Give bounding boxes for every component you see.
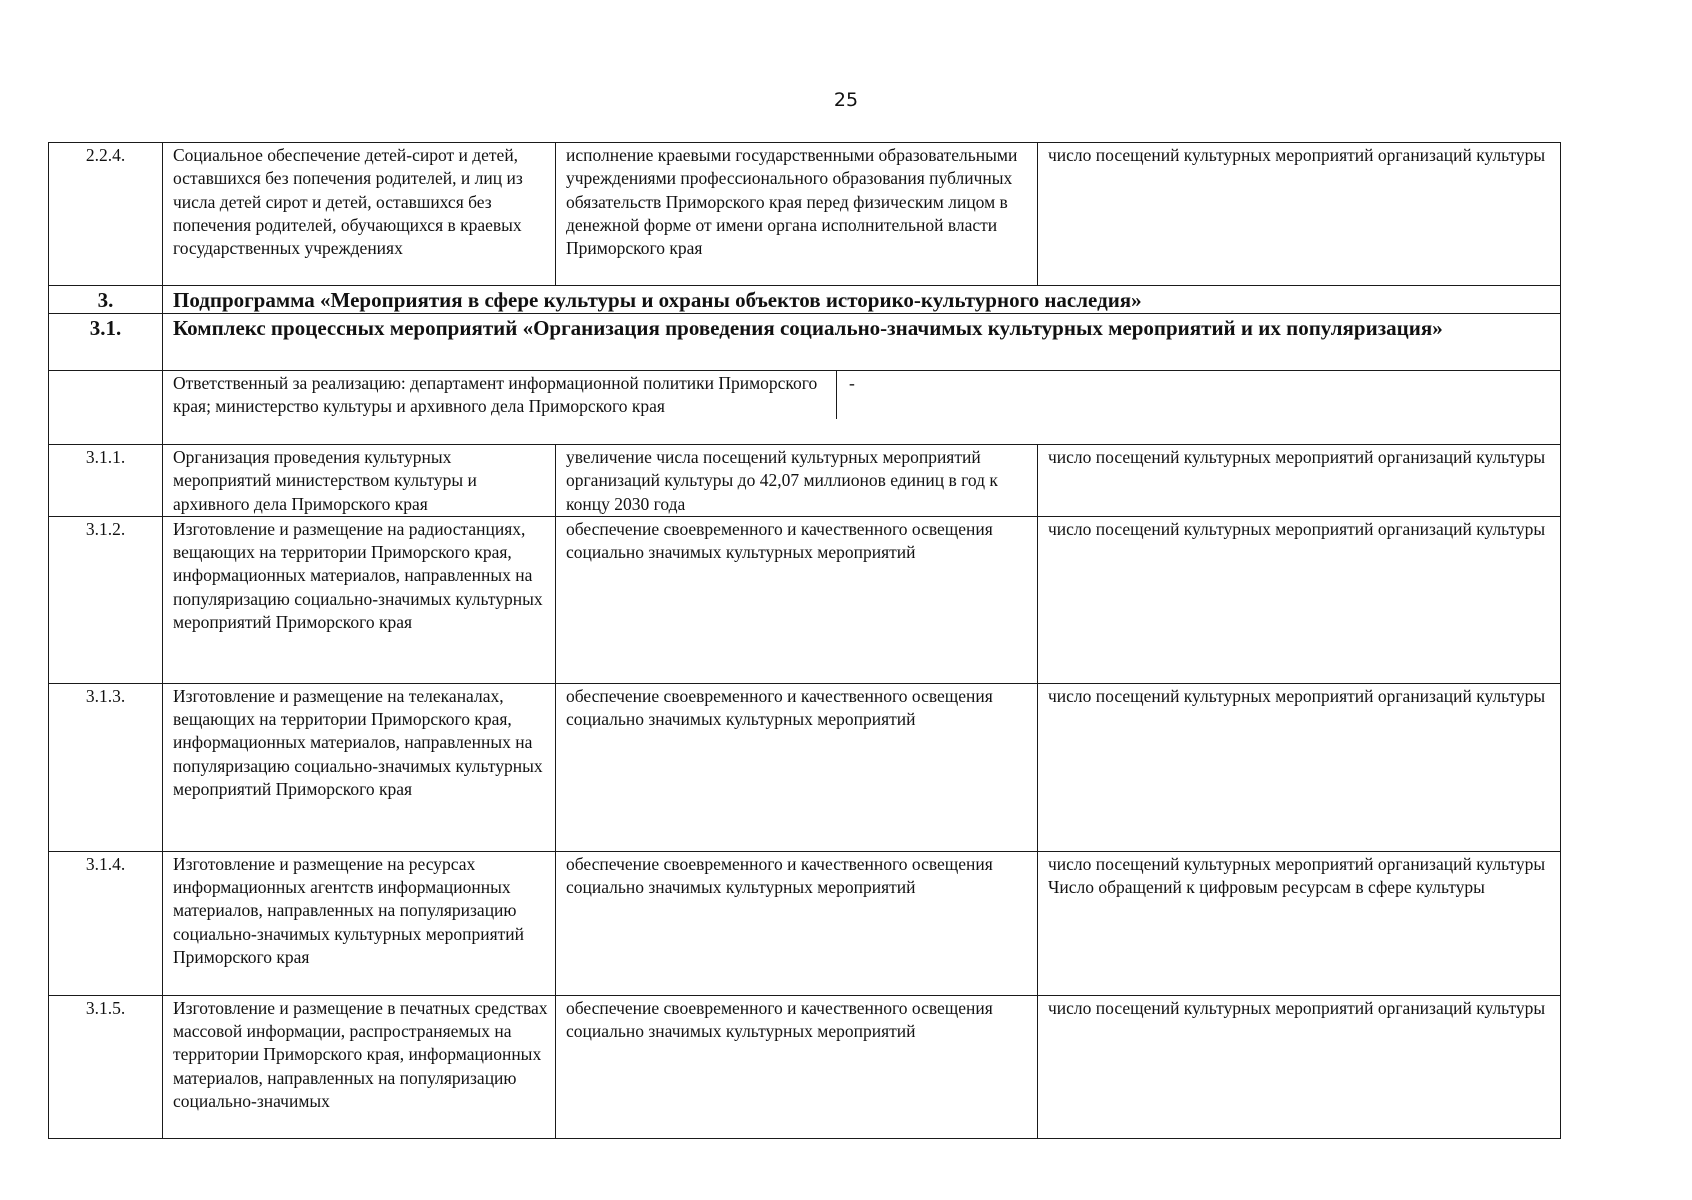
responsible-text: Ответственный за реализацию: департамент информационной политики Приморского края; министерство культуры и архивного дела Приморского края [163,371,837,419]
table-row [49,143,1561,286]
indicator: число посещений культурных мероприятий организаций культуры [1038,683,1561,851]
expected-result: обеспечение своевременного и качественного освещения социально значимых культурных мероприятий [556,851,1038,995]
indicator: число посещений культурных мероприятий организаций культуры [1038,143,1561,286]
activity-name: Организация проведения культурных мероприятий министерством культуры и архивного дела Приморского края [163,445,556,517]
row-number: 3.1.1. [49,445,163,517]
activity-name: Изготовление и размещение на радиостанциях, вещающих на территории Приморского края, информационных материалов, направленных на популяризацию социально-значимых культурных мероприятий Приморского края [163,516,556,683]
activity-name: Изготовление и размещение на ресурсах информационных агентств информационных материалов, направленных на популяризацию социально-значимых культурных мероприятий Приморского края [163,851,556,995]
complex-row [49,314,1561,371]
table-row [49,995,1561,1138]
row-number: 3.1.4. [49,851,163,995]
subprogram-title: Подпрограмма «Мероприятия в сфере культуры и охраны объектов историко-культурного наследия» [163,286,1561,314]
table-row [49,445,1561,517]
row-number: 3. [49,286,163,314]
table-row [49,516,1561,683]
subprogram-row [49,286,1561,314]
indicator: число посещений культурных мероприятий организаций культуры [1038,445,1561,517]
row-number: 3.1.3. [49,683,163,851]
indicator: число посещений культурных мероприятий организаций культуры [1048,853,1546,874]
row-number-empty [49,371,163,445]
activity-name: Изготовление и размещение в печатных средствах массовой информации, распространяемых на территории Приморского края, информационных материалов, направленных на популяризацию социально-значимых [163,995,556,1138]
row-number: 3.1. [49,314,163,371]
expected-result: исполнение краевыми государственными образовательными учреждениями профессионального образования публичных обязательств Приморского края перед физическим лицом в денежной форме от имени органа исполнительной власти Приморского края [556,143,1038,286]
indicator-cell [1038,851,1561,995]
indicator: число посещений культурных мероприятий организаций культуры [1038,995,1561,1138]
complex-title: Комплекс процессных мероприятий «Организация проведения социально-значимых культурных мероприятий и их популяризация» [163,314,1561,371]
page-number: 25 [833,89,859,111]
responsible-extra: - [849,373,855,393]
indicator-secondary: Число обращений к цифровым ресурсам в сфере культуры [1048,877,1485,898]
table-row [49,851,1561,995]
expected-result: увеличение числа посещений культурных мероприятий организаций культуры до 42,07 миллионов единиц в год к концу 2030 года [556,445,1038,517]
indicator: число посещений культурных мероприятий организаций культуры [1038,516,1561,683]
expected-result: обеспечение своевременного и качественного освещения социально значимых культурных мероприятий [556,516,1038,683]
program-table [48,142,1561,1139]
responsible-row [49,371,1561,445]
row-number: 3.1.2. [49,516,163,683]
expected-result: обеспечение своевременного и качественного освещения социально значимых культурных мероприятий [556,995,1038,1138]
expected-result: обеспечение своевременного и качественного освещения социально значимых культурных мероприятий [556,683,1038,851]
row-number: 3.1.5. [49,995,163,1138]
activity-name: Изготовление и размещение на телеканалах, вещающих на территории Приморского края, информационных материалов, направленных на популяризацию социально-значимых культурных мероприятий Приморского края [163,683,556,851]
row-number: 2.2.4. [49,143,163,286]
table-row [49,683,1561,851]
activity-name: Социальное обеспечение детей-сирот и детей, оставшихся без попечения родителей, и лиц из числа детей сирот и детей, оставшихся без попечения родителей, обучающихся в краевых государственных учреждениях [163,143,556,286]
